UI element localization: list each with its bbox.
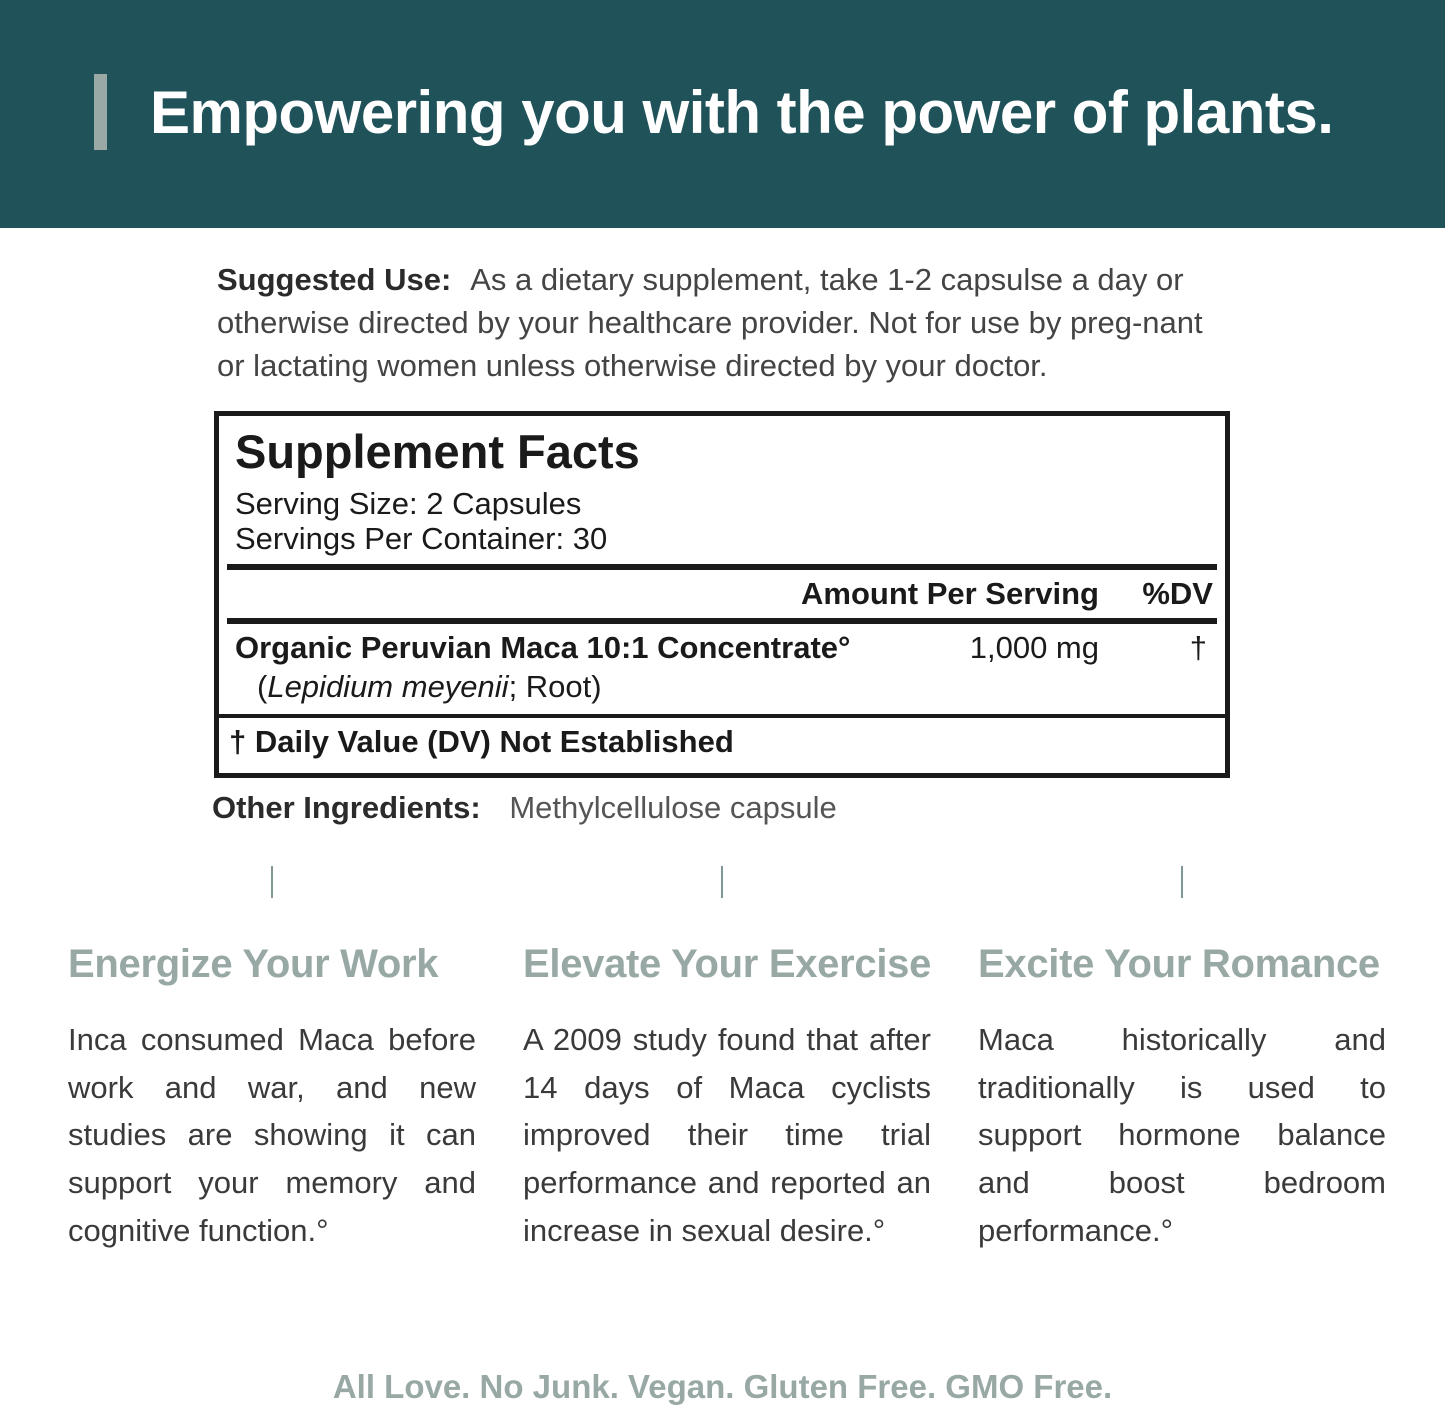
ingredient-name: Organic Peruvian Maca 10:1 Concentrate° — [235, 630, 851, 665]
benefit-title: Elevate Your Exercise — [523, 942, 932, 986]
ingredient-latin-name: Lepidium meyenii — [267, 669, 509, 704]
suggested-use — [217, 258, 1232, 387]
suggested-use-text: As a dietary supplement, take 1-2 capsulse a day or otherwise directed by your healthcare provider. Not for use by preg-nant or lactating women unless otherwise directed by your doctor. — [217, 262, 1203, 383]
divider-thick — [227, 618, 1217, 624]
footer-tagline: All Love. No Junk. Vegan. Gluten Free. GMO Free. — [332, 1368, 1113, 1405]
divider-thick — [227, 564, 1217, 570]
dv-header: %DV — [1142, 576, 1213, 611]
benefit-text: A 2009 study found that after 14 days of Maca cyclists improved their time trial performance and reported an increase in sexual desire.° — [523, 1022, 931, 1248]
ingredient-source — [257, 669, 602, 705]
other-ingredients — [212, 790, 837, 826]
benefit-title: Energize Your Work — [68, 942, 439, 986]
column-tick — [271, 866, 273, 898]
ingredient-source-rest: ; Root) — [508, 669, 602, 704]
other-ingredients-label: Other Ingredients: — [212, 790, 481, 825]
benefit-column-romance — [978, 938, 1386, 1255]
column-tick — [721, 866, 723, 898]
other-ingredients-value: Methylcellulose capsule — [509, 790, 837, 825]
dv-footnote: † Daily Value (DV) Not Established — [229, 724, 734, 759]
benefit-column-exercise — [523, 938, 931, 1255]
benefit-text: Maca historically and traditionally is used to support hormone balance and boost bedroom performance.° — [978, 1022, 1386, 1248]
divider-thin — [219, 714, 1225, 718]
banner-title: Empowering you with the power of plants. — [150, 79, 1334, 146]
servings-per-container: Servings Per Container: 30 — [235, 521, 608, 556]
serving-size: Serving Size: 2 Capsules — [235, 486, 582, 521]
benefit-text: Inca consumed Maca before work and war, and new studies are showing it can support your memory and cognitive function.° — [68, 1022, 476, 1248]
amount-per-serving-header: Amount Per Serving — [801, 576, 1099, 611]
ingredient-amount: 1,000 mg — [969, 630, 1099, 665]
supplement-facts-title: Supplement Facts — [235, 425, 640, 478]
column-tick — [1181, 866, 1183, 898]
ingredient-dv: † — [1189, 630, 1207, 665]
suggested-use-label: Suggested Use: — [217, 262, 452, 297]
accent-bar — [94, 74, 107, 150]
supplement-facts-panel — [214, 411, 1230, 778]
ingredient-source-open: ( — [257, 669, 268, 704]
benefit-column-work — [68, 938, 476, 1255]
benefit-title: Excite Your Romance — [978, 942, 1380, 986]
header-banner — [0, 0, 1445, 228]
